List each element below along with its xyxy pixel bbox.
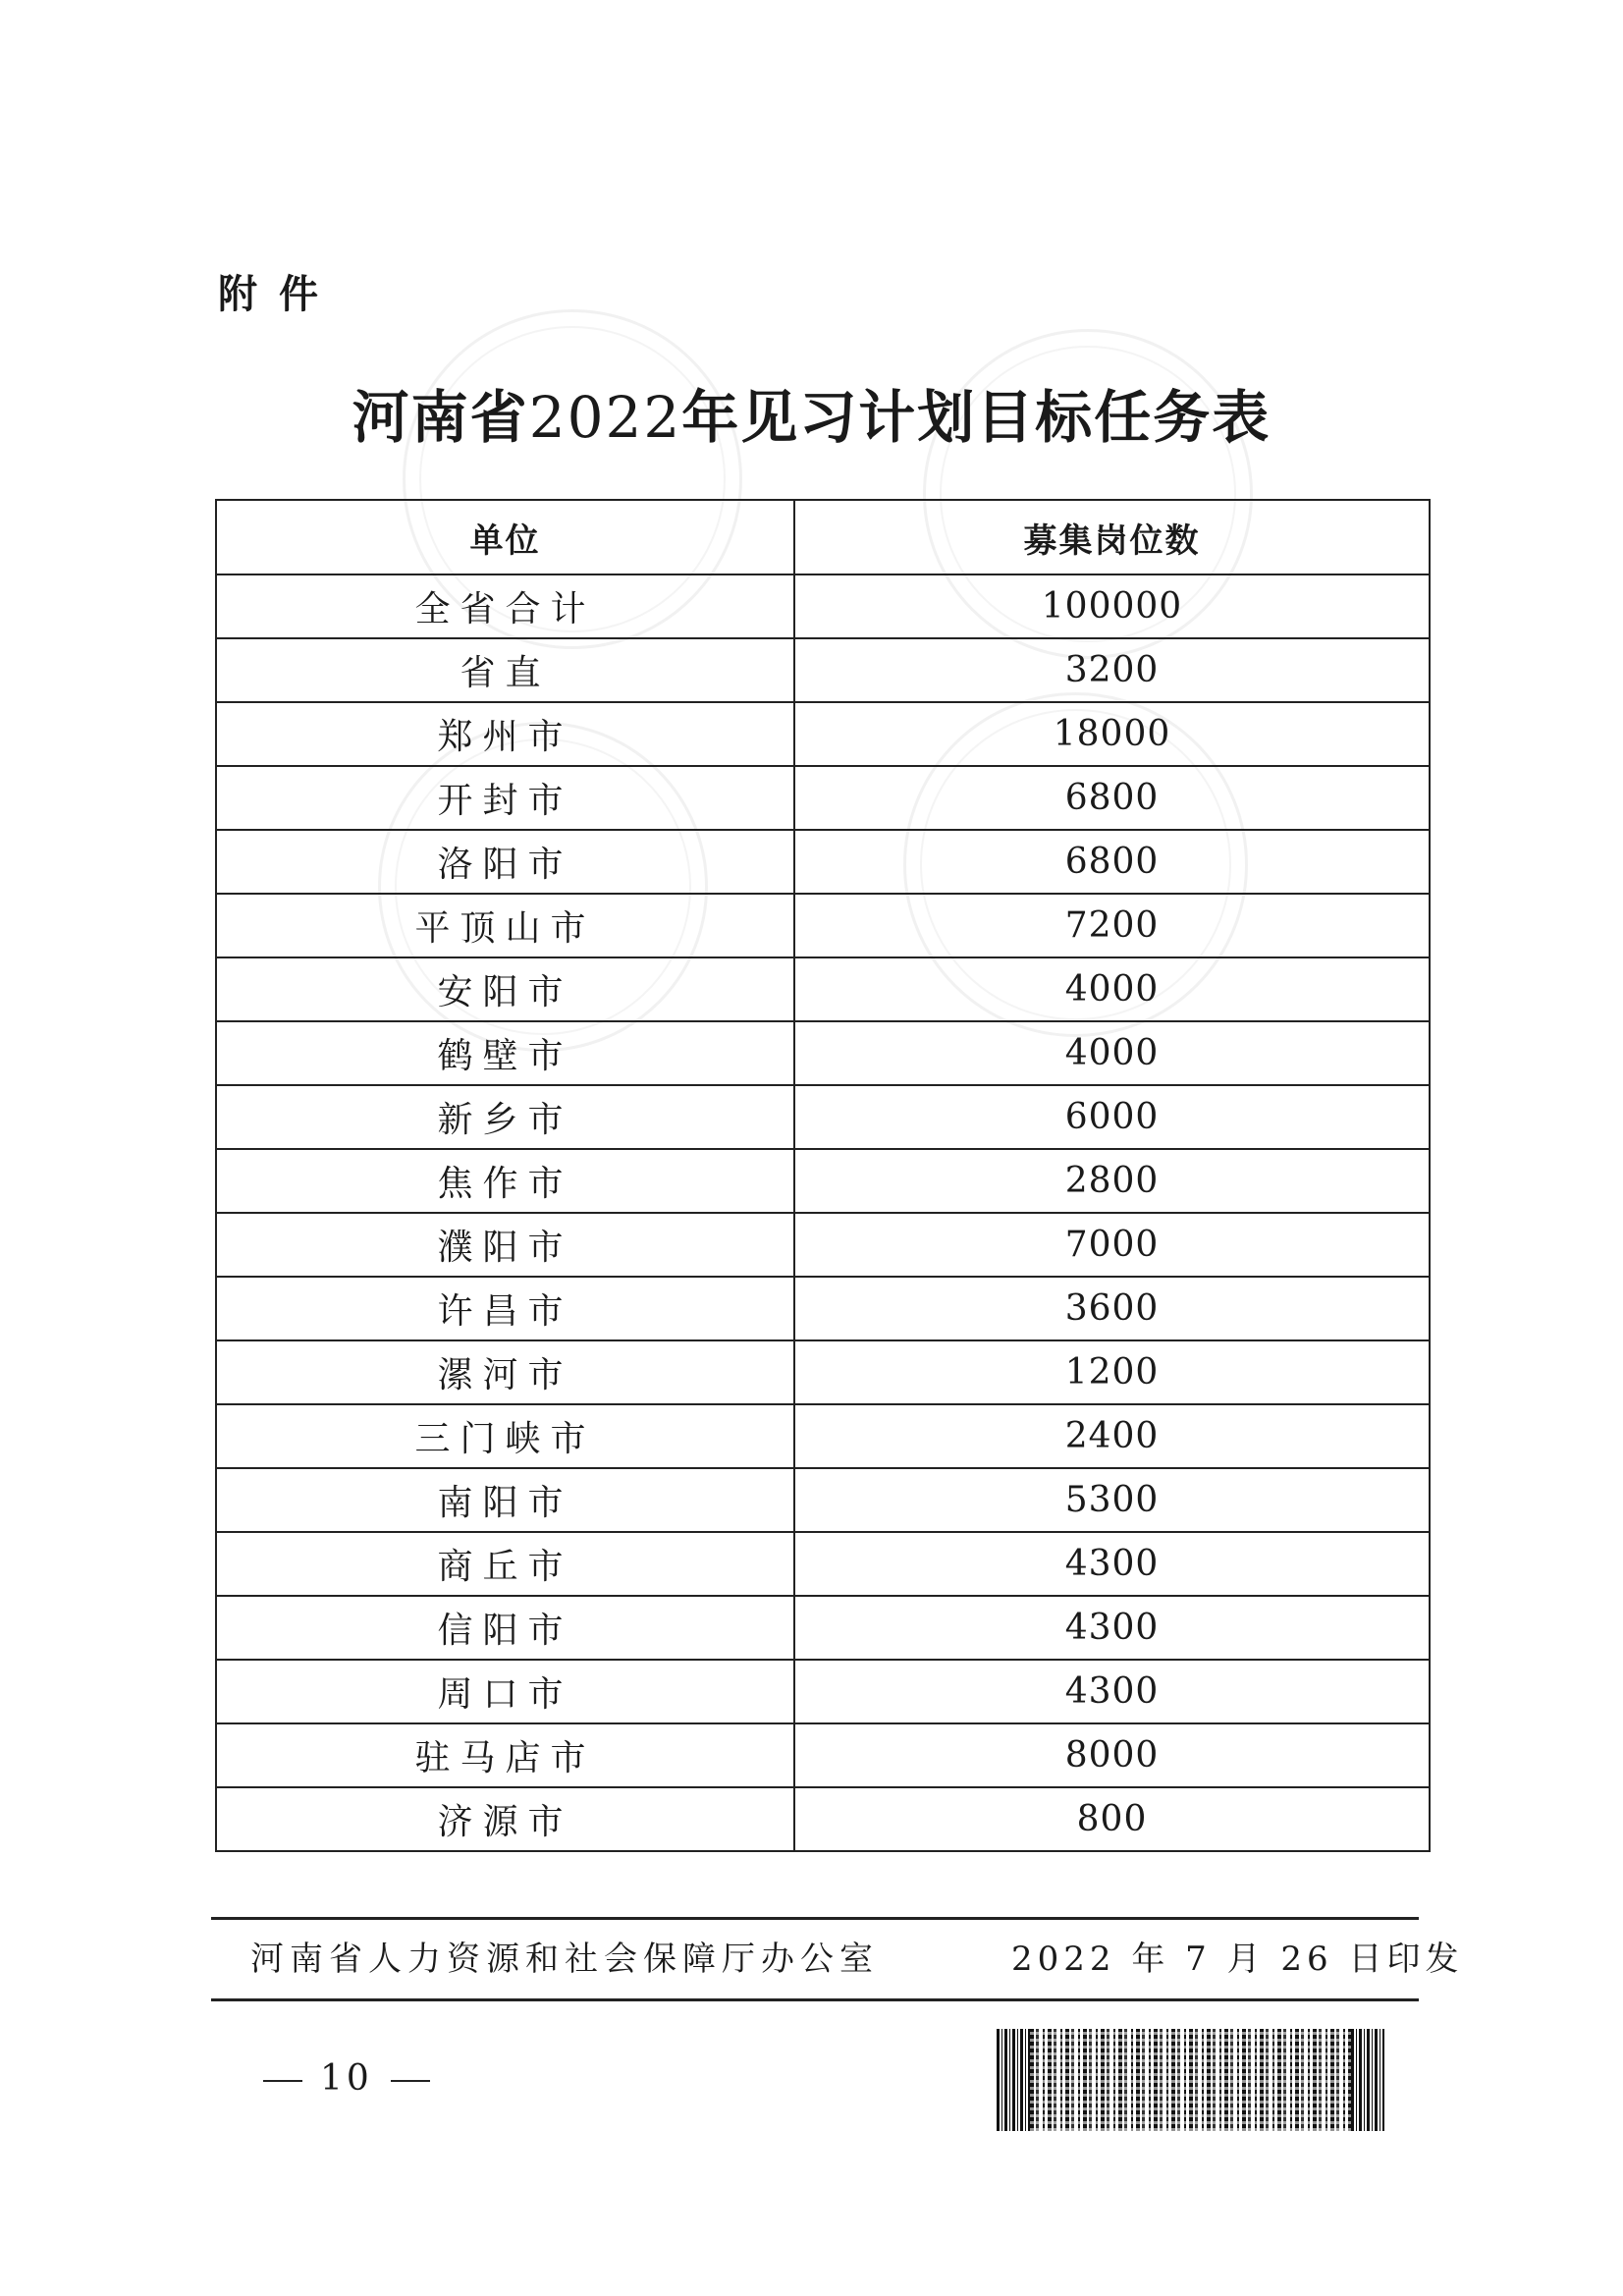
count-cell: 7000 — [794, 1213, 1430, 1277]
unit-cell: 周口市 — [216, 1660, 794, 1723]
column-header-count: 募集岗位数 — [794, 500, 1430, 574]
unit-cell: 焦作市 — [216, 1149, 794, 1213]
page-title — [0, 378, 1623, 457]
barcode-icon — [997, 2029, 1384, 2131]
unit-cell: 全省合计 — [216, 574, 794, 638]
count-cell: 3200 — [794, 638, 1430, 702]
table-row — [216, 1149, 1430, 1213]
table-row — [216, 1532, 1430, 1596]
table-row — [216, 1085, 1430, 1149]
unit-cell: 濮阳市 — [216, 1213, 794, 1277]
count-cell: 4300 — [794, 1660, 1430, 1723]
table-row — [216, 1340, 1430, 1404]
unit-cell: 新乡市 — [216, 1085, 794, 1149]
page-number-right-dash — [391, 2080, 430, 2082]
page-number — [245, 2054, 448, 2104]
table-row — [216, 638, 1430, 702]
column-header-unit: 单位 — [216, 500, 794, 574]
count-cell: 6800 — [794, 830, 1430, 894]
title-suffix: 年见习计划目标任务表 — [681, 384, 1271, 451]
unit-cell: 洛阳市 — [216, 830, 794, 894]
count-cell: 4300 — [794, 1596, 1430, 1660]
unit-cell: 漯河市 — [216, 1340, 794, 1404]
issue-date: 2022 年 7 月 26 日印发 — [1011, 1940, 1464, 1979]
count-cell: 8000 — [794, 1723, 1430, 1787]
target-table — [215, 499, 1431, 1852]
table-row — [216, 702, 1430, 766]
unit-cell: 南阳市 — [216, 1468, 794, 1532]
unit-cell: 许昌市 — [216, 1277, 794, 1340]
barcode-matrix — [1030, 2029, 1351, 2131]
table-row — [216, 1468, 1430, 1532]
footer-bottom-rule — [211, 1998, 1419, 2001]
title-year: 2022 — [528, 384, 682, 451]
unit-cell: 驻马店市 — [216, 1723, 794, 1787]
count-cell: 2400 — [794, 1404, 1430, 1468]
count-cell: 7200 — [794, 894, 1430, 957]
count-cell: 1200 — [794, 1340, 1430, 1404]
barcode-left-guard — [997, 2029, 1030, 2131]
table-row — [216, 1596, 1430, 1660]
unit-cell: 济源市 — [216, 1787, 794, 1851]
table-row — [216, 1213, 1430, 1277]
table-row — [216, 957, 1430, 1021]
table-row — [216, 894, 1430, 957]
unit-cell: 信阳市 — [216, 1596, 794, 1660]
unit-cell: 鹤壁市 — [216, 1021, 794, 1085]
table-row — [216, 830, 1430, 894]
page-number-left-dash — [263, 2080, 302, 2082]
count-cell: 2800 — [794, 1149, 1430, 1213]
count-cell: 4000 — [794, 957, 1430, 1021]
unit-cell: 开封市 — [216, 766, 794, 830]
count-cell: 6800 — [794, 766, 1430, 830]
footer-top-rule — [211, 1917, 1419, 1920]
count-cell: 4000 — [794, 1021, 1430, 1085]
unit-cell: 省直 — [216, 638, 794, 702]
target-table-container — [215, 499, 1429, 1852]
table-row — [216, 1021, 1430, 1085]
table-header-row — [216, 500, 1430, 574]
attachment-label: 附件 — [218, 272, 340, 317]
table-row — [216, 1404, 1430, 1468]
table-row — [216, 1660, 1430, 1723]
unit-cell: 平顶山市 — [216, 894, 794, 957]
count-cell: 5300 — [794, 1468, 1430, 1532]
count-cell: 100000 — [794, 574, 1430, 638]
count-cell: 4300 — [794, 1532, 1430, 1596]
count-cell: 6000 — [794, 1085, 1430, 1149]
table-row — [216, 1787, 1430, 1851]
count-cell: 3600 — [794, 1277, 1430, 1340]
table-row — [216, 1723, 1430, 1787]
unit-cell: 商丘市 — [216, 1532, 794, 1596]
table-row — [216, 1277, 1430, 1340]
table-row — [216, 574, 1430, 638]
unit-cell: 安阳市 — [216, 957, 794, 1021]
count-cell: 18000 — [794, 702, 1430, 766]
count-cell: 800 — [794, 1787, 1430, 1851]
issuing-office: 河南省人力资源和社会保障厅办公室 — [250, 1940, 879, 1979]
title-prefix: 河南省 — [352, 384, 529, 451]
table-body — [216, 574, 1430, 1851]
table-row — [216, 766, 1430, 830]
unit-cell: 郑州市 — [216, 702, 794, 766]
barcode-right-guard — [1351, 2029, 1384, 2131]
unit-cell: 三门峡市 — [216, 1404, 794, 1468]
page-number-value: 10 — [320, 2058, 373, 2099]
